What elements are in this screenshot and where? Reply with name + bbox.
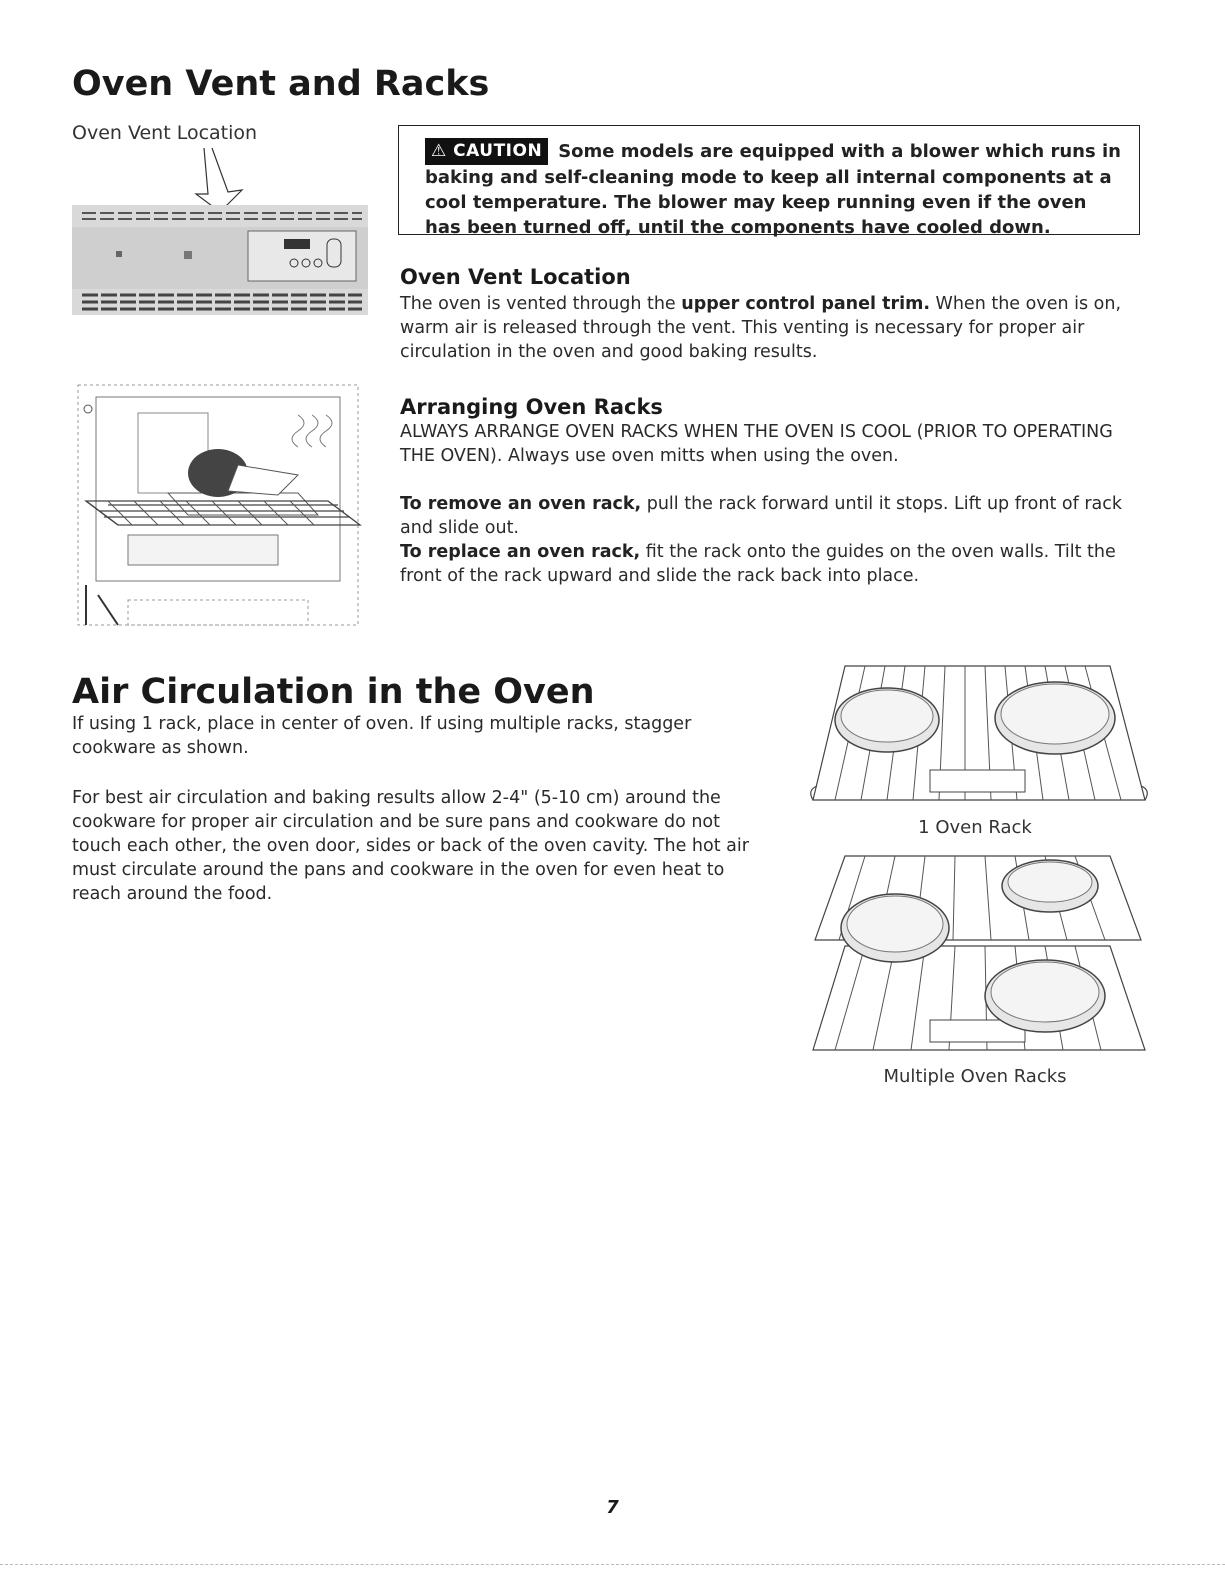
caution-box	[398, 125, 1140, 238]
section-title-air-circulation: Air Circulation in the Oven	[72, 672, 595, 712]
oven-rack-illustration	[68, 375, 363, 633]
racks-replace-bold: To replace an oven rack,	[400, 542, 641, 562]
page-number: 7	[606, 1497, 619, 1518]
multiple-racks-illustration	[805, 850, 1150, 1060]
air-para-2: For best air circulation and baking results allow 2-4" (5-10 cm) around the cookware for proper air circulation and be sure pans and cookware do not touch each other, the oven door, sides or back of the oven cavity. The hot air must circulate around the pans and cookware in the oven for even heat to reach around the food.	[72, 788, 749, 904]
racks-replace	[400, 540, 1140, 588]
vent-paragraph	[400, 292, 1140, 364]
racks-remove-text: pull the rack forward until it stops. Lift up front of rack and slide out.	[400, 494, 1123, 538]
vent-text-bold: upper control panel trim.	[681, 294, 930, 314]
single-rack-illustration	[805, 660, 1150, 812]
racks-remove	[400, 492, 1140, 540]
vent-text-a: The oven is vented through the	[400, 294, 682, 314]
caution-text: Some models are equipped with a blower which runs in baking and self-cleaning mode to keep all internal components at a cool temperature. The blower may keep running even if the oven has been turned off, until the components have cooled down.	[425, 141, 1121, 238]
caption-multiple-racks: Multiple Oven Racks	[883, 1066, 1067, 1087]
caution-badge: ⚠ CAUTION	[425, 138, 548, 165]
control-panel-illustration	[72, 205, 368, 315]
racks-replace-text: fit the rack onto the guides on the oven walls. Tilt the front of the rack upward and slide the rack back into place.	[400, 542, 1116, 586]
caption-one-rack: 1 Oven Rack	[918, 817, 1032, 838]
racks-remove-bold: To remove an oven rack,	[400, 494, 642, 514]
vent-heading: Oven Vent Location	[400, 265, 631, 289]
section-title-oven-vent-racks: Oven Vent and Racks	[72, 64, 490, 104]
air-para-1: If using 1 rack, place in center of oven. If using multiple racks, stagger cookware as shown.	[72, 714, 692, 758]
vent-text-b: When the oven is on, warm air is released through the vent. This venting is necessary for proper air circulation in the oven and good baking results.	[400, 294, 1122, 362]
bottom-divider	[0, 1564, 1225, 1565]
racks-heading: Arranging Oven Racks	[400, 395, 663, 419]
vent-location-arrow	[190, 146, 260, 214]
racks-intro: ALWAYS ARRANGE OVEN RACKS WHEN THE OVEN IS COOL (PRIOR TO OPERATING THE OVEN). Always use oven mitts when using the oven.	[400, 422, 1113, 466]
vent-image-caption: Oven Vent Location	[72, 122, 258, 144]
